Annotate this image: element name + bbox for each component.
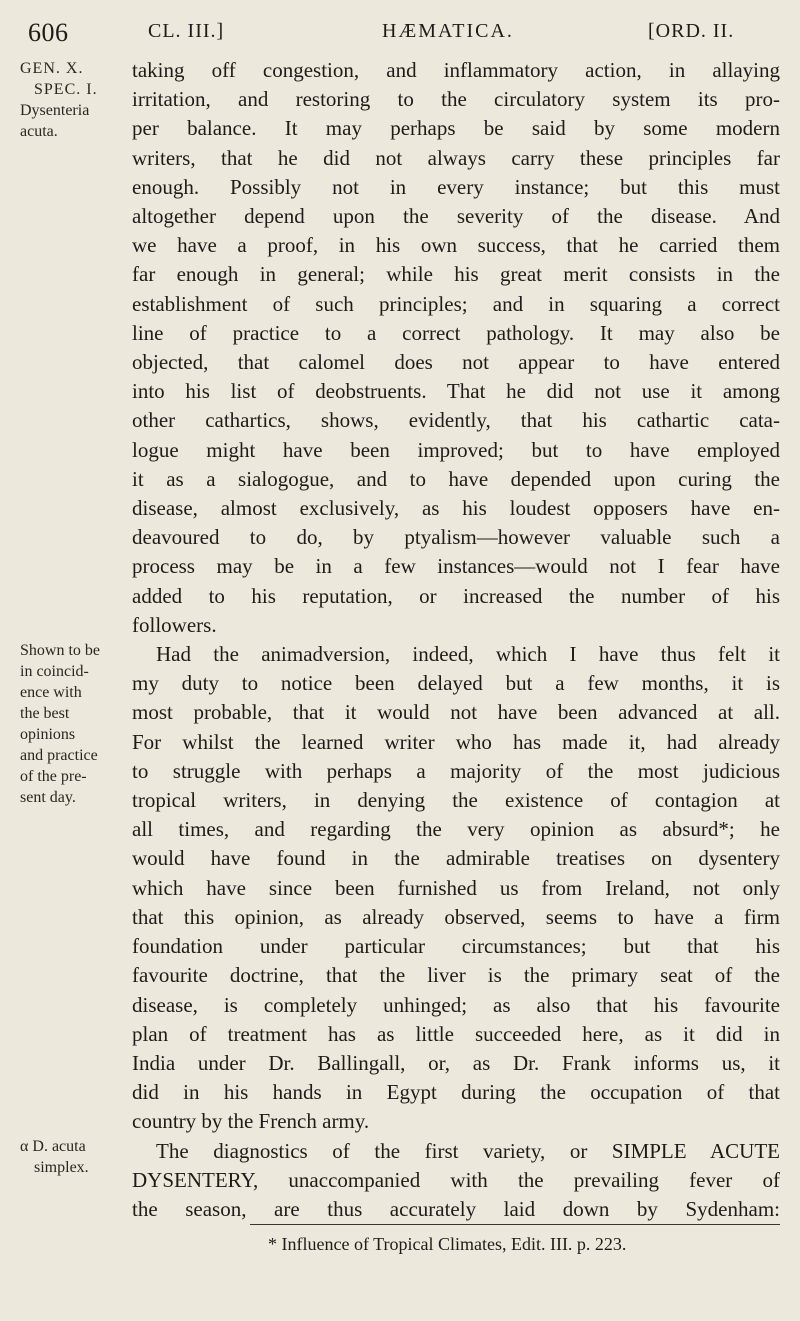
text-line: would have found in the admirable treatises on dysentery [132,846,780,871]
text-line: the season, are thus accurately laid down by Sydenham: [132,1196,780,1221]
text-line: plan of treatment has as little succeeded here, as it did in [132,1021,780,1046]
chapter-mark: CL. III.] [148,20,225,42]
text-line: disease, is completely unhinged; as also that his favourite [132,992,780,1017]
text-line: per balance. It may perhaps be said by some modern [132,116,780,141]
text-line: irritation, and restoring to the circulatory system its pro- [132,87,780,112]
margin-note-genus [20,58,124,142]
margin-note-line: of the pre- [20,768,87,785]
text-line: DYSENTERY, unaccompanied with the prevailing fever of [132,1167,780,1192]
margin-note-line: acuta. [20,123,58,140]
page-number: 606 [28,18,69,47]
text-line: altogether depend upon the severity of the disease. And [132,204,780,229]
text-line: did in his hands in Egypt during the occupation of that [132,1080,780,1105]
text-line: added to his reputation, or increased the number of his [132,583,780,608]
margin-note-line: and practice [20,747,98,764]
text-line: logue might have been improved; but to have employed [132,437,780,462]
text-line: deavoured to do, by ptyalism—however valuable such a [132,525,780,550]
margin-note-line: simplex. [34,1159,89,1176]
text-line: India under Dr. Ballingall, or, as Dr. Frank informs us, it [132,1050,780,1075]
text-line: other cathartics, shows, evidently, that his cathartic cata- [132,408,780,433]
text-line: tropical writers, in denying the existence of contagion at [132,788,780,813]
text-line: into his list of deobstruents. That he did not use it among [132,379,780,404]
running-title: HÆMATICA. [382,20,514,42]
text-line: favourite doctrine, that the liver is the primary seat of the [132,963,780,988]
text-line: writers, that he did not always carry these principles far [132,145,780,170]
text-line: it as a sialogogue, and to have depended upon curing the [132,466,780,491]
text-line: country by the French army. [132,1109,370,1134]
text-line: process may be in a few instances—would not I fear have [132,554,780,579]
text-line: most probable, that it would not have been advanced at all. [132,700,780,725]
text-line: objected, that calomel does not appear to have entered [132,350,780,375]
body-text [132,56,780,1224]
paragraph-animadversion [132,640,780,1136]
text-line: far enough in general; while his great merit consists in the [132,262,780,287]
margin-note-variety [20,1136,124,1178]
order-mark: [ORD. II. [648,20,735,42]
margin-note-line: Shown to be [20,642,100,659]
text-line: to struggle with perhaps a majority of the most judicious [132,758,780,783]
text-line: disease, almost exclusively, as his loudest opposers have en- [132,496,780,521]
text-line: establishment of such principles; and in squaring a correct [132,291,780,316]
paragraph-congestion [132,56,780,640]
footnote-rule [250,1224,780,1225]
text-line: Had the animadversion, indeed, which I have thus felt it [156,642,780,667]
text-line: For whilst the learned writer who has made it, had already [132,729,780,754]
margin-note-line: opinions [20,726,76,743]
text-line: that this opinion, as already observed, seems to have a firm [132,904,780,929]
margin-note-line: α D. acuta [20,1138,86,1155]
margin-note-line: in coincid- [20,663,89,680]
text-line: The diagnostics of the first variety, or SIMPLE ACUTE [156,1138,780,1163]
footnote: * Influence of Tropical Climates, Edit. III. p. 223. [268,1234,627,1254]
text-line: which have since been furnished us from Ireland, not only [132,875,780,900]
running-header [0,8,800,52]
text-line: enough. Possibly not in every instance; but this must [132,174,780,199]
margin-note-line: GEN. X. [20,60,84,77]
margin-note-line: the best [20,705,70,722]
text-line: my duty to notice been delayed but a few months, it is [132,671,780,696]
text-line: all times, and regarding the very opinion as absurd*; he [132,817,780,842]
text-line: line of practice to a correct pathology. It may also be [132,320,780,345]
margin-note-line: ence with [20,684,82,701]
text-line: taking off congestion, and inflammatory action, in allaying [132,58,780,82]
text-line: foundation under particular circumstances; but that his [132,934,780,959]
text-line: followers. [132,612,217,637]
margin-note-line: Dysenteria [20,102,90,119]
margin-note-line: sent day. [20,789,76,806]
margin-note-shown [20,640,124,808]
paragraph-diagnostics [132,1137,780,1225]
text-line: we have a proof, in his own success, that he carried them [132,233,780,258]
margin-note-line: SPEC. I. [34,81,98,98]
